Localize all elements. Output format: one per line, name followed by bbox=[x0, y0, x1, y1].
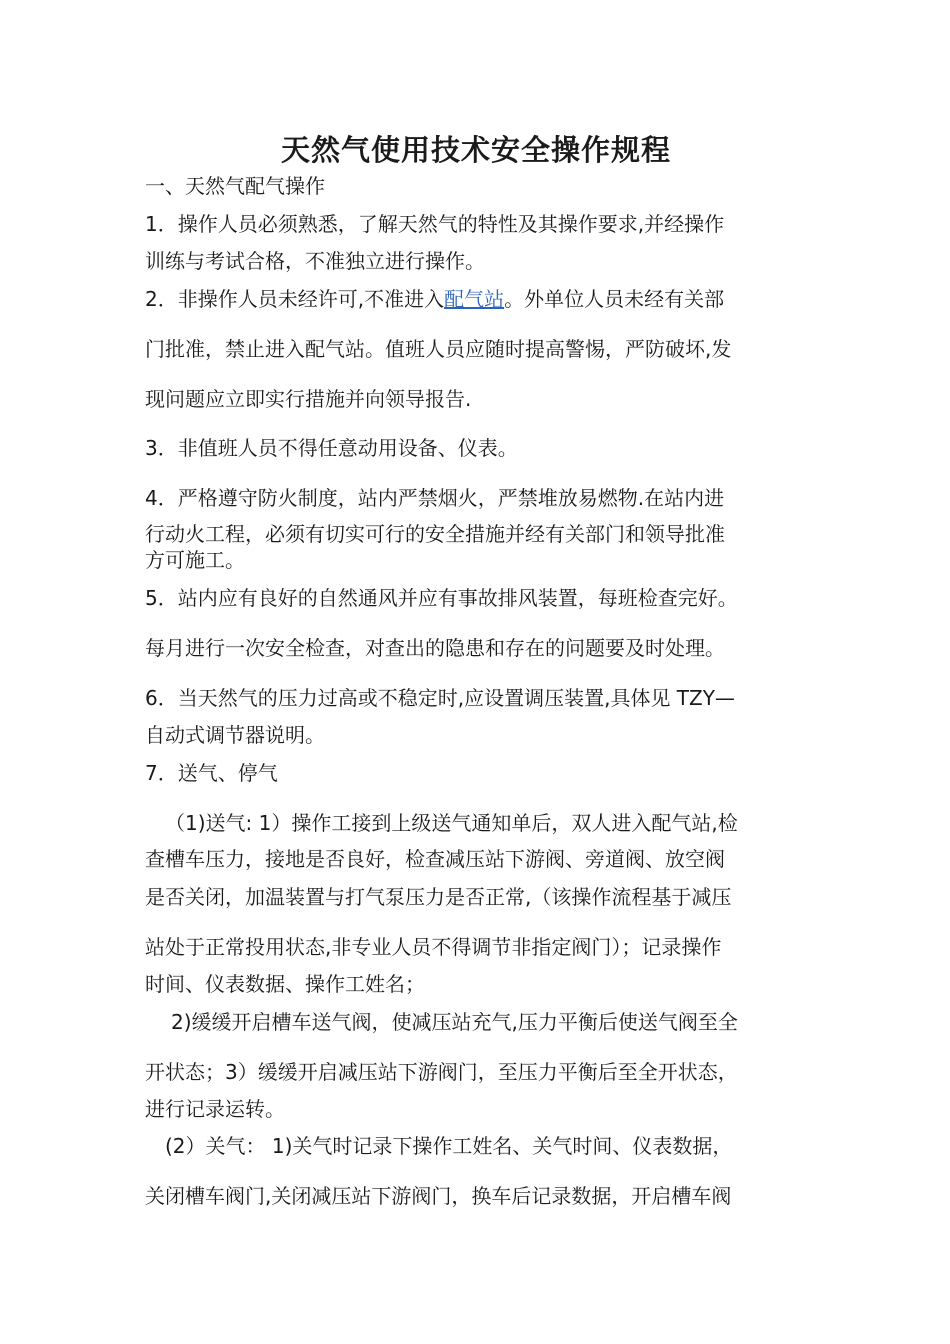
paragraph-6-line-2: 自动式调节器说明。 bbox=[145, 723, 325, 747]
paragraph-2-line-2: 门批准，禁止进入配气站。值班人员应随时提高警惕，严防破坏,发 bbox=[145, 337, 732, 361]
paragraph-5-line-1: 5．站内应有良好的自然通风并应有事故排风装置，每班检查完好。 bbox=[145, 586, 738, 610]
paragraph-8-line-5: 时间、仪表数据、操作工姓名； bbox=[145, 972, 425, 996]
paragraph-8-line-3: 是否关闭，加温装置与打气泵压力是否正常,（该操作流程基于减压 bbox=[145, 885, 732, 909]
paragraph-10-line-2: 关闭槽车阀门,关闭减压站下游阀门，换车后记录数据，开启槽车阀 bbox=[145, 1184, 732, 1208]
paragraph-5-line-2: 每月进行一次安全检查，对查出的隐患和存在的问题要及时处理。 bbox=[145, 636, 725, 660]
gas-station-link[interactable]: 配气站 bbox=[444, 287, 505, 311]
paragraph-4-line-2: 行动火工程，必须有切实可行的安全措施并经有关部门和领导批准 bbox=[145, 522, 725, 546]
paragraph-1-line-2: 训练与考试合格，不准独立进行操作。 bbox=[145, 249, 485, 273]
paragraph-6-line-1: 6．当天然气的压力过高或不稳定时,应设置调压装置,具体见 TZY— bbox=[145, 686, 735, 710]
paragraph-1-line-1: 1．操作人员必须熟悉，了解天然气的特性及其操作要求,并经操作 bbox=[145, 212, 725, 236]
paragraph-8-line-1: （1)送气: 1）操作工接到上级送气通知单后，双人进入配气站,检 bbox=[165, 811, 738, 835]
paragraph-9-line-2: 开状态；3）缓缓开启减压站下游阀门，至压力平衡后至全开状态， bbox=[145, 1060, 738, 1084]
paragraph-8-line-2: 查槽车压力，接地是否良好，检查减压站下游阀、旁道阀、放空阀 bbox=[145, 847, 725, 871]
paragraph-2-text-b: 。外单位人员未经有关部 bbox=[504, 287, 725, 311]
paragraph-7: 7．送气、停气 bbox=[145, 761, 278, 785]
section-heading: 一、天然气配气操作 bbox=[145, 174, 325, 198]
paragraph-9-line-3: 进行记录运转。 bbox=[145, 1097, 285, 1121]
paragraph-4-line-1: 4．严格遵守防火制度，站内严禁烟火，严禁堆放易燃物.在站内进 bbox=[145, 486, 725, 510]
paragraph-8-line-4: 站处于正常投用状态,非专业人员不得调节非指定阀门）；记录操作 bbox=[145, 935, 722, 959]
paragraph-2-line-3: 现问题应立即实行措施并向领导报告. bbox=[145, 387, 472, 411]
paragraph-4-line-3: 方可施工。 bbox=[145, 548, 245, 572]
paragraph-2-text-a: 2．非操作人员未经许可,不准进入 bbox=[145, 287, 445, 311]
paragraph-9-line-1: 2)缓缓开启槽车送气阀，使减压站充气,压力平衡后使送气阀至全 bbox=[171, 1010, 738, 1034]
paragraph-3: 3．非值班人员不得任意动用设备、仪表。 bbox=[145, 436, 518, 460]
document-title: 天然气使用技术安全操作规程 bbox=[280, 133, 671, 167]
paragraph-10-line-1: (2）关气： 1)关气时记录下操作工姓名、关气时间、仪表数据， bbox=[165, 1134, 733, 1158]
paragraph-2-line-1 bbox=[145, 285, 807, 313]
